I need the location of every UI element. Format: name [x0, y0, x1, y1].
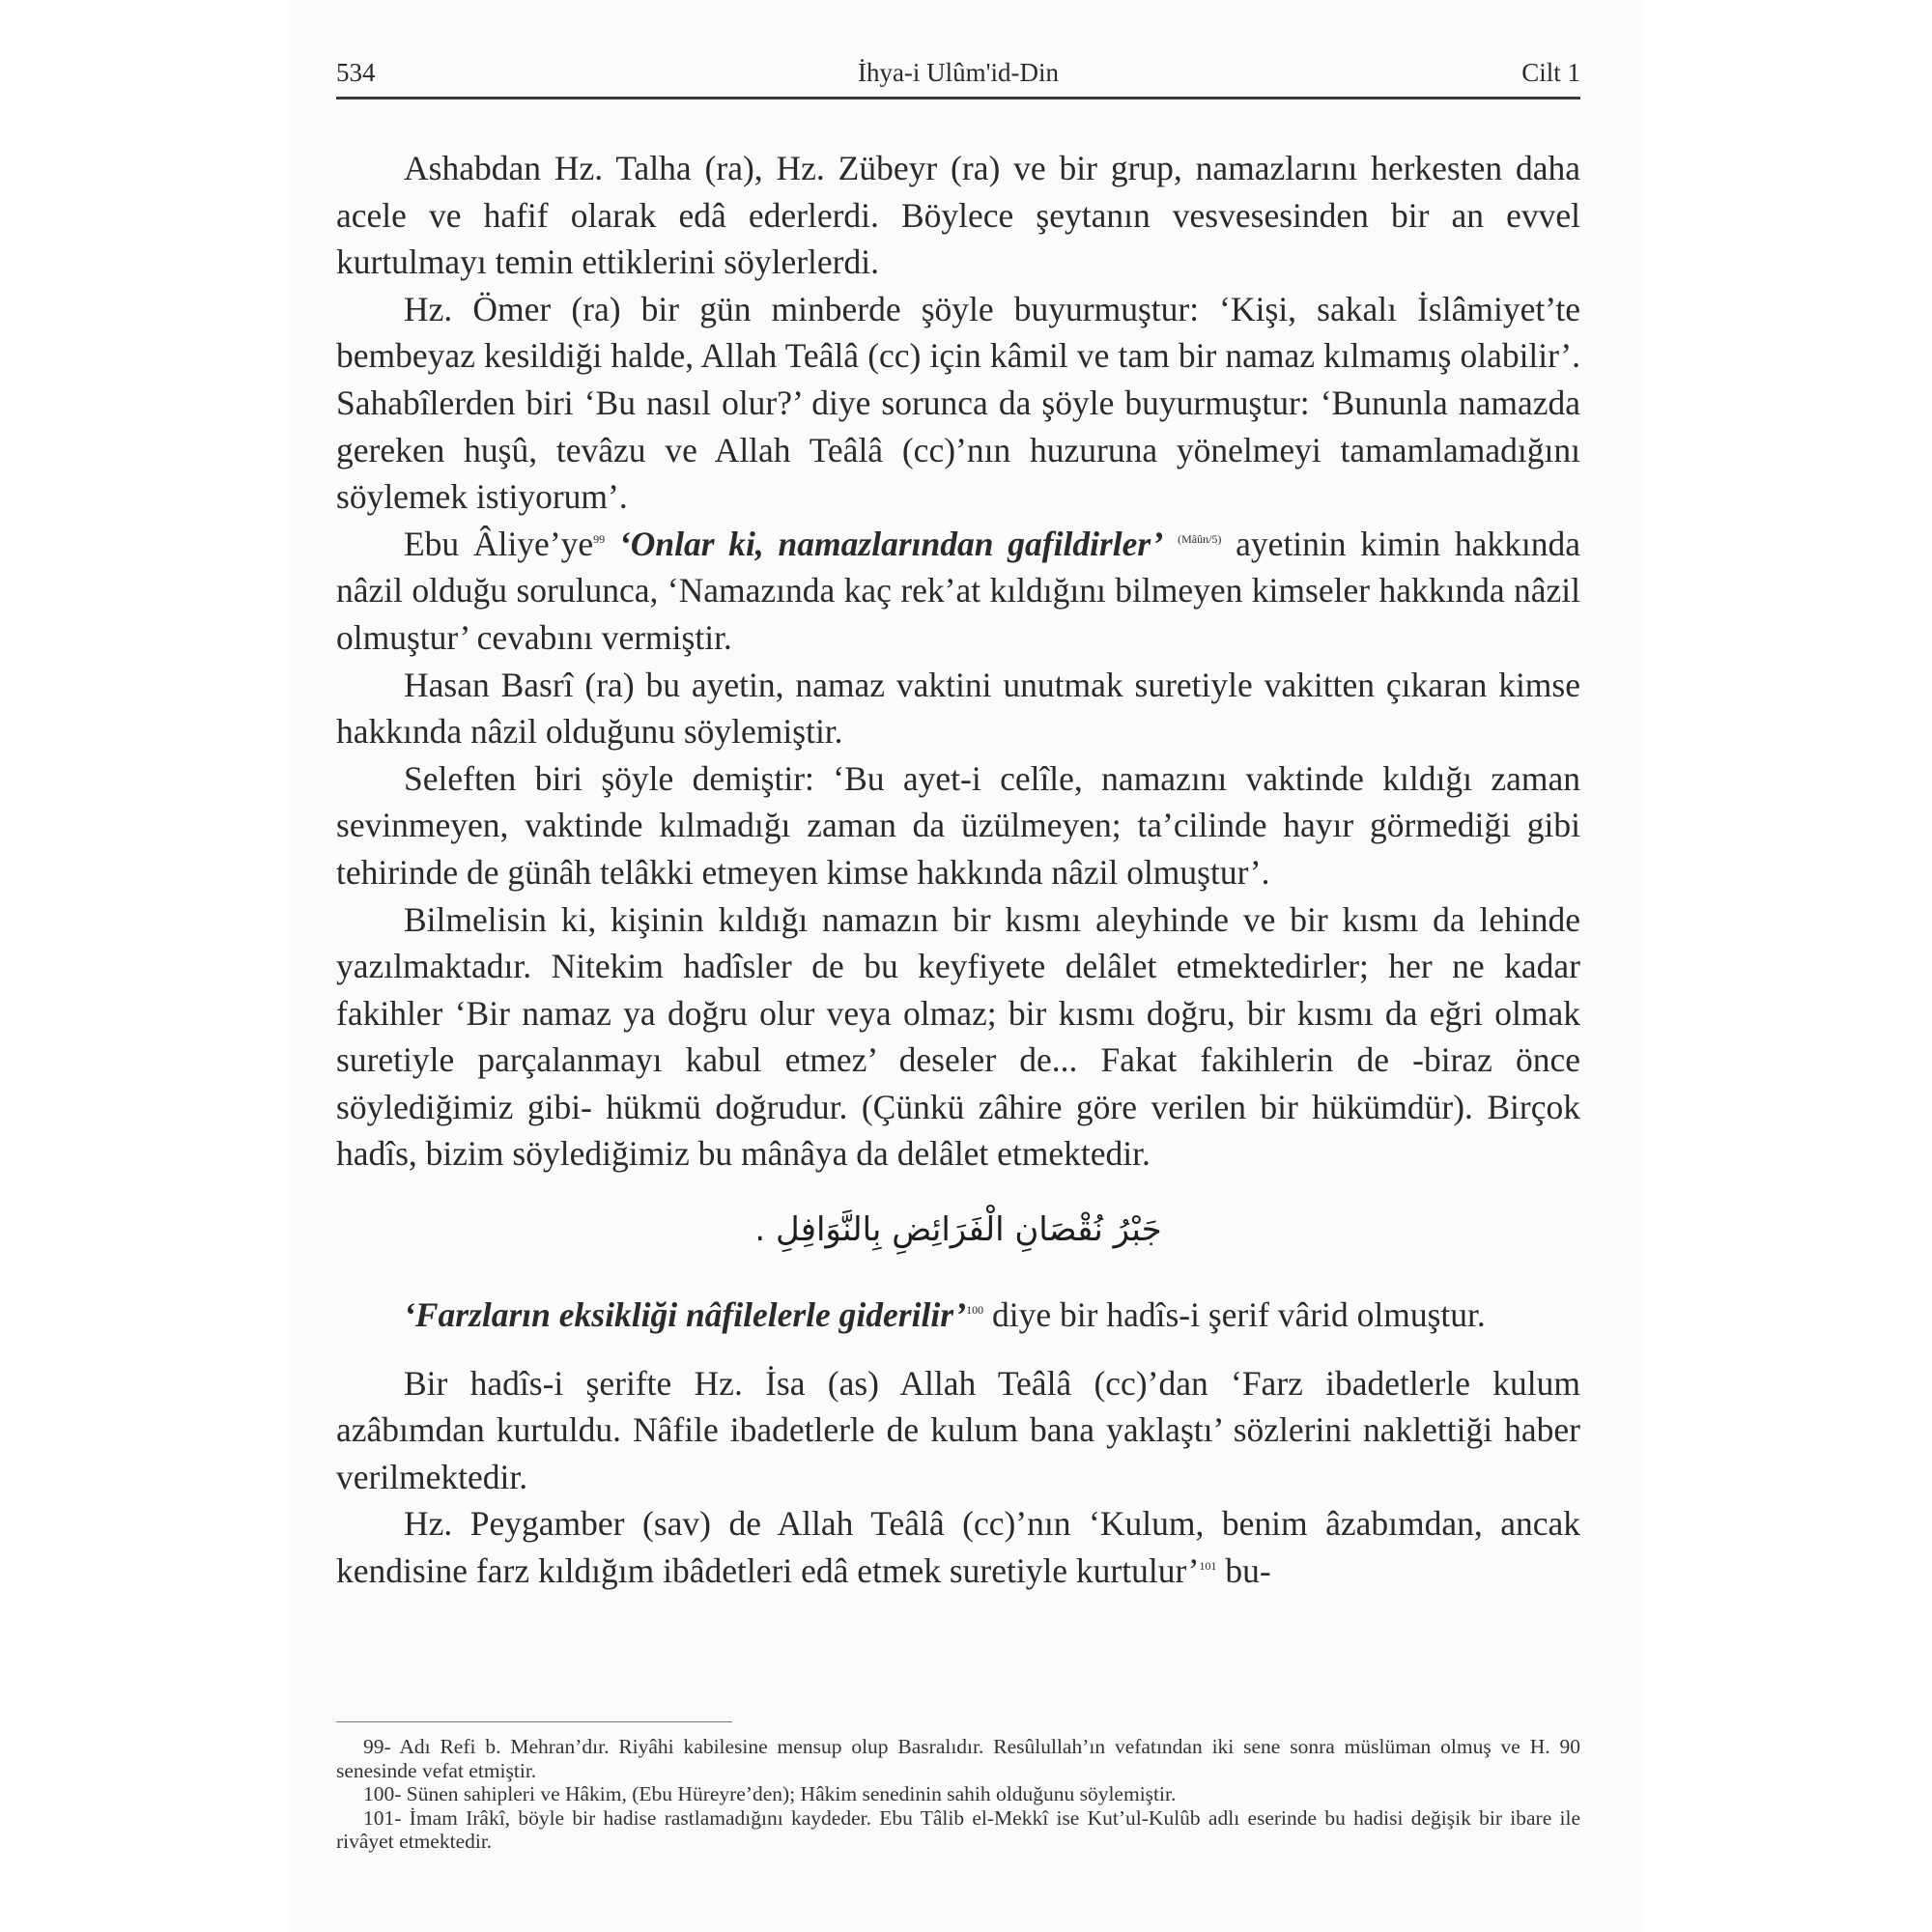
paragraph-8 — [336, 1500, 1580, 1594]
paragraph-6: Bilmelisin ki, kişinin kıldığı namazın bir kısmı aleyhinde ve bir kısmı da lehinde yazılmaktadır. Nitekim hadîsler de bu keyfiyete delâlet etmektedirler; her ne kadar fakihler ‘Bir namaz ya doğru olur veya olmaz; bir kısmı doğru, bir kısmı da eğri olmak suretiyle parçalanmayı kabul etmez’ deseler de... Fakat fakihlerin de -biraz önce söylediğimiz gibi- hükmü doğrudur. (Çünkü zâhire göre verilen bir hükümdür). Birçok hadîs, bizim söylediğimiz bu mânâya da delâlet etmektedir. — [336, 899, 1580, 1174]
hadith-paragraph — [336, 1292, 1580, 1339]
footnote-ref-101: 101 — [1199, 1559, 1217, 1574]
paragraph-2: Hz. Ömer (ra) bir gün minberde şöyle buyurmuştur: ‘Kişi, sakalı İslâmiyet’te bembeyaz kesildiği halde, Allah Teâlâ (cc) için kâmil ve tam bir namaz kılmamış olabilir’. Sahabîlerden biri ‘Bu nasıl olur?’ diye sorunca da şöyle buyurmuştur: ‘Bununla namazda gereken huşû, tevâzu ve Allah Teâlâ (cc)’nın huzuruna yönelmeyi tamamlamadığını söylemek istiyorum’. — [336, 289, 1580, 517]
footnote-99: 99- Adı Refi b. Mehran’dır. Riyâhi kabilesine mensup olup Basralıdır. Resûlullah’ın vefatından iki sene sonra müslüman olmuş ve H. 90 senesinde vefat etmiştir. — [336, 1735, 1580, 1782]
page-number: 534 — [336, 58, 376, 87]
ayah-quote: ‘Onlar ki, namazlarından gafildirler’ — [618, 524, 1164, 563]
surah-reference: (Mâûn/5) — [1178, 531, 1222, 546]
para8-tail: bu- — [1216, 1551, 1271, 1591]
footnote-divider — [336, 1721, 732, 1722]
volume-label: Cilt 1 — [1521, 58, 1580, 87]
footnote-ref-100: 100 — [966, 1303, 984, 1318]
footnote-ref-99: 99 — [593, 531, 606, 546]
hadith-quote: ‘Farzların eksikliği nâfilelerle giderilir’ — [404, 1295, 967, 1335]
hadith-rest: diye bir hadîs-i şerif vârid olmuştur. — [983, 1295, 1486, 1335]
para8-text: Hz. Peygamber (sav) de Allah Teâlâ (cc)’nın ‘Kulum, benim âzabımdan, ancak kendisine farz kıldığım ibâdetleri edâ etmek suretiyle kurtulur’ — [336, 1504, 1580, 1591]
footnote-101: 101- İmam Irâkî, böyle bir hadise rastlamadığını kaydeder. Ebu Tâlib el-Mekkî ise Kut’ul-Kulûb adlı eserinde bu hadisi değişik bir ibare ile rivâyet etmektedir. — [336, 1805, 1580, 1853]
running-header — [336, 50, 1580, 99]
para3-rest: ayetinin kimin hakkında nâzil olduğu sorulunca, ‘Namazında kaç rek’at kıldığını bilmeyen kimseler hakkında nâzil olmuştur’ cevabını vermiştir. — [336, 524, 1581, 657]
book-title: İhya-i Ulûm'id-Din — [857, 58, 1060, 87]
paragraph-7: Bir hadîs-i şerifte Hz. İsa (as) Allah Teâlâ (cc)’dan ‘Farz ibadetlerle kulum azâbımdan kurtuldu. Nâfile ibadetlerle de kulum bana yaklaştı’ sözlerini naklettiği haber verilmektedir. — [336, 1363, 1580, 1496]
arabic-hadith: جَبْرُ نُقْصَانِ الْفَرَائِضِ بِالنَّوَافِلِ . — [754, 1210, 1162, 1250]
book-page — [290, 0, 1642, 1932]
footnote-100: 100- Sünen sahipleri ve Hâkim, (Ebu Hüreyre’den); Hâkim senedinin sahih olduğunu söylemiştir. — [363, 1782, 1177, 1805]
paragraph-5: Seleften biri şöyle demiştir: ‘Bu ayet-i celîle, namazını vaktinde kıldığı zaman sevinmeyen, vaktinde kılmadığı zaman da üzülmeyen; ta’cilinde hayır görmediği gibi tehirinde de günâh telâkki etmeyen kimse hakkında nâzil olmuştur’. — [336, 758, 1580, 892]
para3-lead: Ebu Âliye’ye — [404, 524, 594, 563]
paragraph-1: Ashabdan Hz. Talha (ra), Hz. Zübeyr (ra) ve bir grup, namazlarını herkesten daha acele ve hafif olarak edâ ederlerdi. Böylece şeytanın vesvesesinden bir an evvel kurtulmayı temin ettiklerini söylerlerdi. — [336, 149, 1580, 282]
footnotes — [336, 1735, 1580, 1854]
body-text — [336, 145, 1580, 1595]
paragraph-4: Hasan Basrî (ra) bu ayetin, namaz vaktini unutmak suretiyle vakitten çıkaran kimse hakkında nâzil olduğunu söylemiştir. — [336, 665, 1580, 752]
paragraph-3 — [336, 521, 1580, 662]
